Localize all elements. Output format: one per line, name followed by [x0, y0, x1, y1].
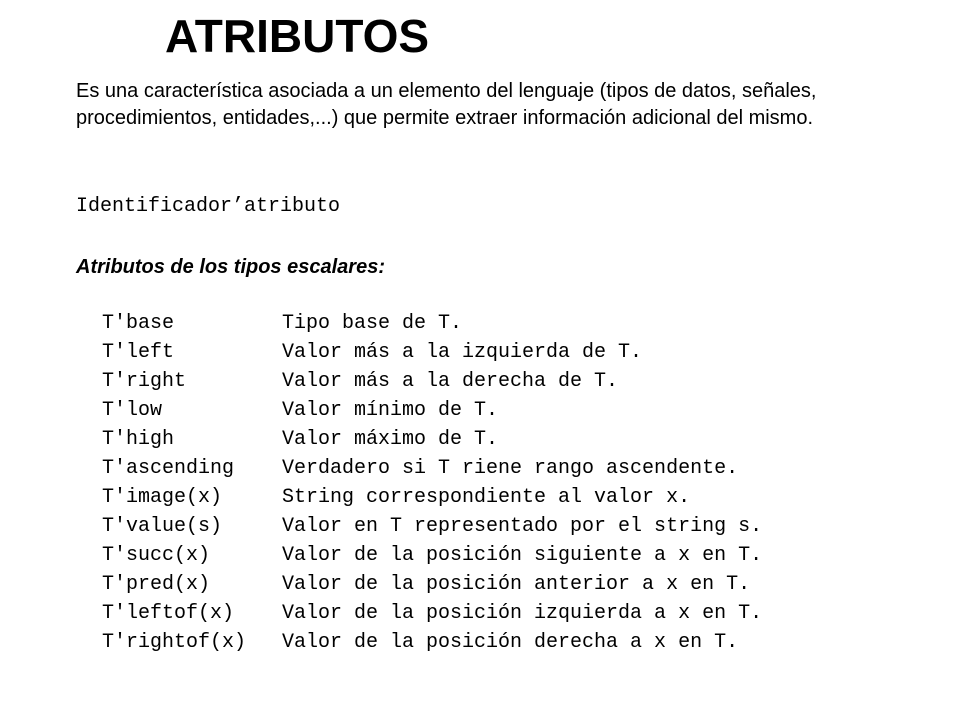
attribute-name: T'leftof(x)	[102, 602, 235, 625]
attribute-row	[102, 396, 762, 425]
intro-paragraph: Es una característica asociada a un elemento del lenguaje (tipos de datos, señales, procedimientos, entidades,...) que permite extraer información adicional del mismo.	[76, 80, 817, 129]
attribute-name: T'low	[102, 399, 163, 422]
attribute-name: T'base	[102, 312, 175, 335]
attribute-description: Valor de la posición anterior a x en T.	[282, 573, 751, 596]
attribute-description: Valor más a la izquierda de T.	[282, 341, 643, 364]
attribute-name: T'pred(x)	[102, 573, 211, 596]
attribute-description: Valor mínimo de T.	[282, 399, 499, 422]
attribute-description: Valor más a la derecha de T.	[282, 370, 619, 393]
attribute-row	[102, 628, 762, 657]
attribute-row	[102, 512, 762, 541]
attribute-description: Tipo base de T.	[282, 312, 463, 335]
section-heading: Atributos de los tipos escalares:	[76, 256, 385, 278]
attribute-row	[102, 367, 762, 396]
attribute-description: Valor de la posición siguiente a x en T.	[282, 544, 763, 567]
attribute-name: T'right	[102, 370, 187, 393]
attribute-description: Valor máximo de T.	[282, 428, 499, 451]
attribute-name: T'value(s)	[102, 515, 223, 538]
attributes-table	[102, 309, 762, 657]
attribute-row	[102, 570, 762, 599]
attribute-name: T'image(x)	[102, 486, 223, 509]
attribute-description: Verdadero si T riene rango ascendente.	[282, 457, 739, 480]
attribute-name: T'high	[102, 428, 175, 451]
attribute-row	[102, 483, 762, 512]
attribute-row	[102, 599, 762, 628]
attribute-description: Valor de la posición derecha a x en T.	[282, 631, 739, 654]
attribute-row	[102, 309, 762, 338]
attribute-row	[102, 338, 762, 367]
attribute-row	[102, 425, 762, 454]
attribute-description: String correspondiente al valor x.	[282, 486, 691, 509]
attribute-row	[102, 454, 762, 483]
syntax-example: Identificador’atributo	[76, 195, 341, 218]
attribute-description: Valor de la posición izquierda a x en T.	[282, 602, 763, 625]
attribute-row	[102, 541, 762, 570]
attribute-description: Valor en T representado por el string s.	[282, 515, 763, 538]
page-title: ATRIBUTOS	[165, 10, 430, 62]
attribute-name: T'left	[102, 341, 175, 364]
attribute-name: T'succ(x)	[102, 544, 211, 567]
attribute-name: T'ascending	[102, 457, 235, 480]
attribute-name: T'rightof(x)	[102, 631, 247, 654]
